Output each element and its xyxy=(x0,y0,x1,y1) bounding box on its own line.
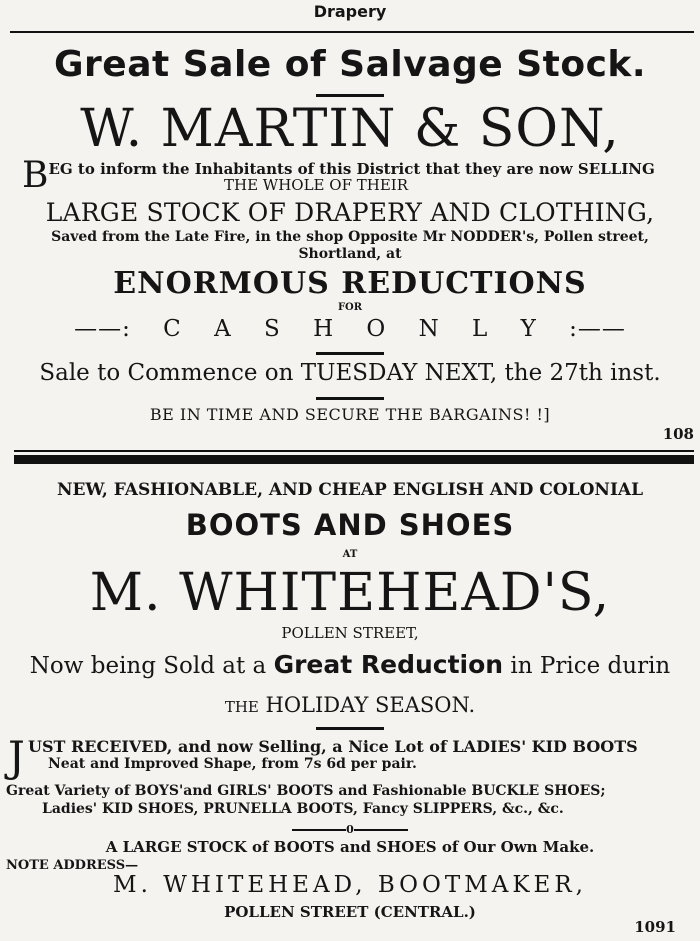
ad1-sale-line: Sale to Commence on TUESDAY NEXT, the 27th inst. xyxy=(39,360,661,386)
ad2-address-street: POLLEN STREET (CENTRAL.) xyxy=(224,903,476,921)
ad1-reductions: ENORMOUS REDUCTIONS xyxy=(113,266,587,301)
ad1-intro xyxy=(22,155,686,200)
ad1-for-word: FOR xyxy=(337,302,363,313)
ad1-saved-line2: Shortland, at xyxy=(298,246,402,262)
ad1-intro-line1: EG to inform the Inhabitants of this District that they are now SELLING xyxy=(48,160,655,178)
ad2-address-name: M. WHITEHEAD, BOOTMAKER, xyxy=(113,872,587,898)
ad1-dropcap: B xyxy=(22,155,49,196)
ad1-merchant-name: W. MARTIN & SON, xyxy=(80,99,620,159)
ad2-boots-line: BOOTS AND SHOES xyxy=(185,508,515,542)
ad2-received-line2: Neat and Improved Shape, from 7s 6d per pair. xyxy=(48,756,417,772)
ad-separator-thick xyxy=(14,455,694,464)
ad1-intro-line2: THE WHOLE OF THEIR xyxy=(224,176,409,194)
header-rule xyxy=(10,31,694,33)
ad1-ref-number: 108 xyxy=(662,425,694,443)
ad2-sold-b: Great Reduction xyxy=(273,650,504,679)
ad2-divider-2 xyxy=(0,819,700,839)
ad2-divider-1 xyxy=(316,727,384,730)
ad2-variety-line1: Great Variety of BOYS'and GIRLS' BOOTS and Fashionable BUCKLE SHOES; xyxy=(6,783,606,799)
section-title: Drapery xyxy=(313,2,387,21)
ad2-merchant-name: M. WHITEHEAD'S, xyxy=(89,563,611,623)
ad2-note-label: NOTE ADDRESS— xyxy=(6,858,139,873)
ad2-sold-line xyxy=(0,650,700,679)
ad2-received-line1: UST RECEIVED, and now Selling, a Nice Lot of LADIES' KID BOOTS xyxy=(28,737,638,756)
ad1-divider-1 xyxy=(316,94,384,97)
ad2-divider-mark: 0 xyxy=(346,823,354,836)
ad1-saved-line1: Saved from the Late Fire, in the shop Opposite Mr NODDER's, Pollen street, xyxy=(51,229,649,245)
ad-separator-thin xyxy=(14,450,694,452)
ad1-bargains-line: BE IN TIME AND SECURE THE BARGAINS! !] xyxy=(149,405,551,424)
ad2-stock-line: A LARGE STOCK of BOOTS and SHOES of Our Own Make. xyxy=(105,838,595,856)
ad2-dropcap: J xyxy=(8,732,25,781)
ad1-cash-only: ——: C A S H O N L Y :—— xyxy=(74,316,626,342)
ad2-ref-number: 1091 xyxy=(634,918,676,936)
ad2-intro-line: NEW, FASHIONABLE, AND CHEAP ENGLISH AND COLONIAL xyxy=(56,480,644,500)
ad1-divider-3 xyxy=(316,397,384,400)
ad2-holiday-line: the HOLIDAY SEASON. xyxy=(224,693,476,717)
ad2-at-word: AT xyxy=(342,549,358,560)
ad2-variety-line2: Ladies' KID SHOES, PRUNELLA BOOTS, Fancy SLIPPERS, &c., &c. xyxy=(42,801,564,817)
ad2-street: POLLEN STREET, xyxy=(281,624,419,642)
ad2-sold-c: in Price durin xyxy=(510,653,671,679)
ad2-received xyxy=(8,732,694,781)
ad1-divider-2 xyxy=(316,352,384,355)
ad1-stock-line: LARGE STOCK OF DRAPERY AND CLOTHING, xyxy=(45,198,655,227)
ad2-sold-a: Now being Sold at a xyxy=(29,653,267,679)
ad1-headline: Great Sale of Salvage Stock. xyxy=(53,44,647,85)
